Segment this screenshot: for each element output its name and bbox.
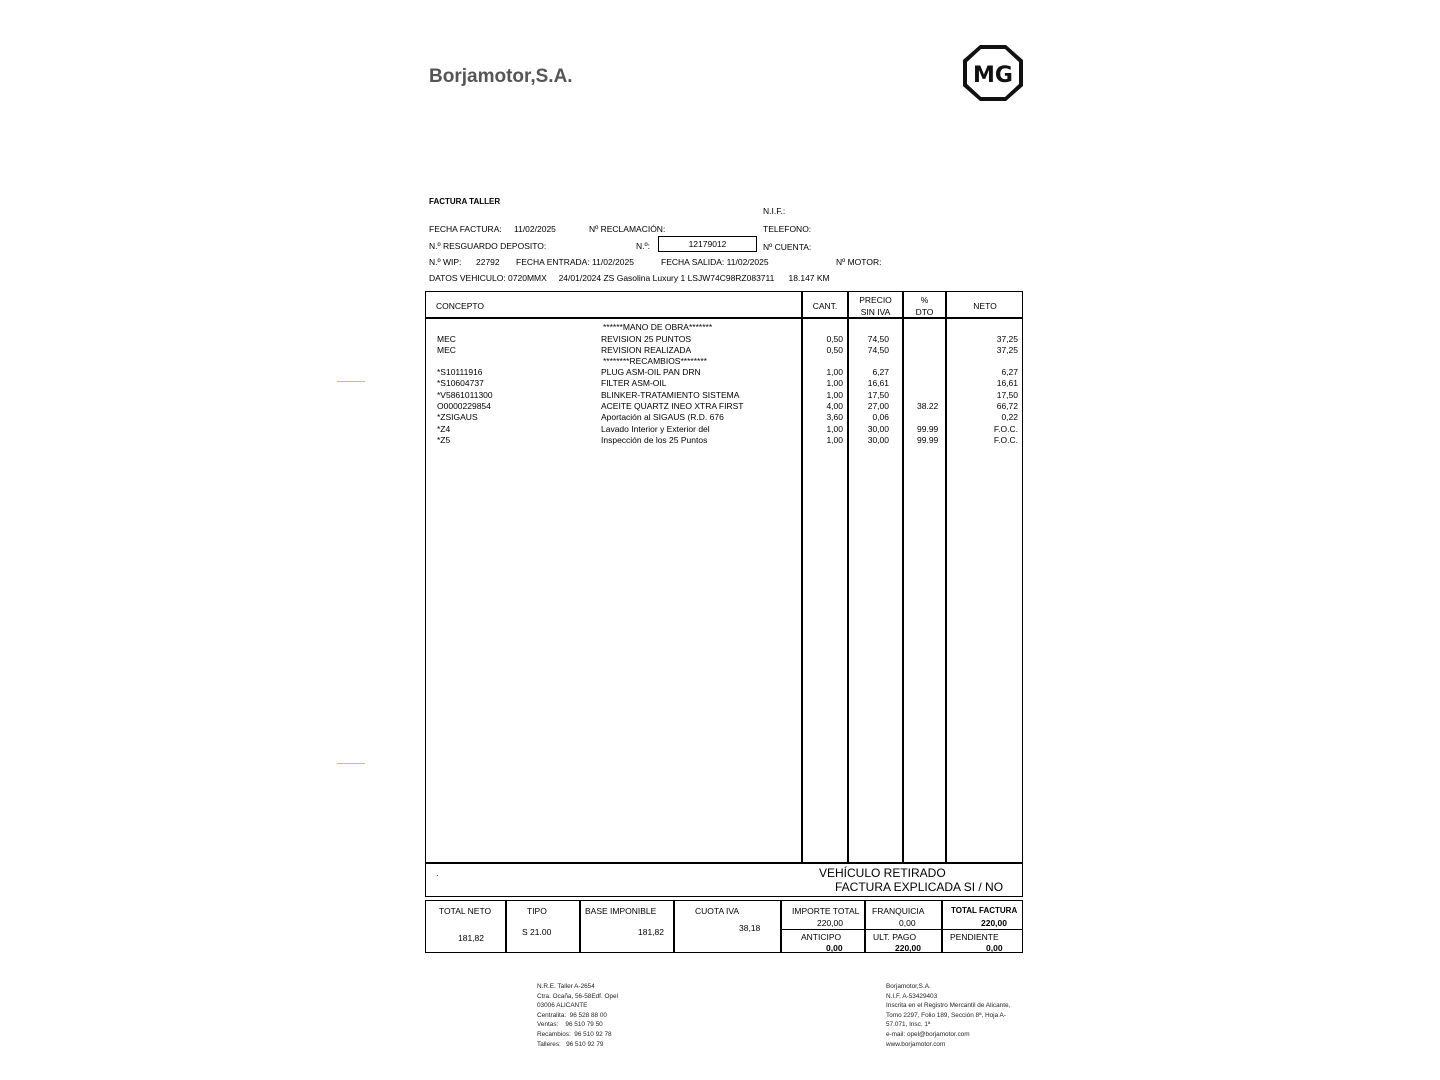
factura-explicada: FACTURA EXPLICADA SI / NO [835,880,1004,894]
row-precio: 74,50 [867,334,889,344]
th-concepto: CONCEPTO [436,301,485,311]
totals-divider [941,900,943,953]
totals-divider [673,900,675,953]
wip-value: 22792 [476,257,500,267]
total-factura-label: TOTAL FACTURA [951,906,1018,915]
totals-divider [505,900,507,953]
table-row [425,334,1023,345]
footer-right: Borjamotor,S.A. N.I.F. A-53429403 Inscrita en el Registro Mercantil de Alicante, Tomo 2297, Folio 189, Sección 8ª, Hoja A- 57.071, Insc. 1ª e-mail: opel@borjamotor.com www.borjamotor.com [886,983,1011,1048]
franquicia-label: FRANQUICIA [872,906,925,916]
n-label: N.º: [636,241,650,251]
th-precio-1: PRECIO [859,295,892,305]
resguardo-label: N.º RESGUARDO DEPOSITO: [429,241,547,251]
nif-label: N.I.F.: [763,206,786,216]
row-code: *Z4 [437,424,451,434]
mg-logo [962,44,1024,102]
row-desc: FILTER ASM-OIL [601,378,667,388]
pendiente-label: PENDIENTE [950,932,999,942]
th-cant: CANT. [812,301,838,311]
resguardo-number: 12179012 [658,236,757,252]
row-code: MEC [437,345,456,355]
importe-label: IMPORTE TOTAL [792,906,860,916]
totals-row-divider [780,929,1023,930]
row-precio: 6,27 [872,367,889,377]
datos-vehiculo: DATOS VEHICULO: 0720MMX 24/01/2024 ZS Gasolina Luxury 1 LSJW74C98RZ083711 18.147 KM [429,273,830,283]
table-row [425,435,1023,446]
franquicia: 0,00 [899,918,916,928]
row-cant: 3,60 [826,412,843,422]
cuota-label: CUOTA IVA [695,906,740,916]
row-neto: 17,50 [996,390,1018,400]
total-neto-label: TOTAL NETO [439,906,492,916]
anticipo-label: ANTICIPO [801,932,842,942]
row-cant: 1,00 [826,424,843,434]
row-cant: 1,00 [826,378,843,388]
base-label: BASE IMPONIBLE [585,906,657,916]
note-dot: . [436,868,439,878]
header-divider [425,317,1023,319]
table-row [425,367,1023,378]
table-row [425,401,1023,412]
cuenta-label: Nº CUENTA: [763,242,812,252]
th-neto: NETO [973,301,997,311]
row-precio: 74,50 [867,345,889,355]
row-dto: 38.22 [917,401,939,411]
th-dto-1: % [920,295,929,305]
row-precio: 27,00 [867,401,889,411]
logo-text: MG [973,63,1013,88]
section-mano-obra: ******MANO DE OBRA******* [603,322,713,332]
row-cant: 1,00 [826,435,843,445]
row-precio: 0,06 [872,412,889,422]
th-dto-2: DTO [915,307,934,317]
importe: 220,00 [817,918,843,928]
row-desc: ACEITE QUARTZ INEO XTRA FIRST [601,401,744,411]
row-neto: 37,25 [996,345,1018,355]
row-desc: Aportación al SIGAUS (R.D. 676 [601,412,724,422]
row-precio: 16,61 [867,378,889,388]
row-code: *V5861011300 [437,390,493,400]
table-row [425,390,1023,401]
row-cant: 0,50 [826,334,843,344]
row-code: *S10604737 [437,378,484,388]
row-neto: F.O.C. [993,435,1018,445]
row-desc: Inspección de los 25 Puntos [601,435,708,445]
company-name: Borjamotor,S.A. [429,66,573,87]
fold-mark [337,763,365,764]
fecha-salida: FECHA SALIDA: 11/02/2025 [661,257,769,267]
row-cant: 0,50 [826,345,843,355]
row-cant: 4,00 [826,401,843,411]
totals-divider [780,900,782,953]
row-desc: BLINKER-TRATAMIENTO SISTEMA [601,390,740,400]
th-precio-2: SIN IVA [860,307,891,317]
row-neto: 16,61 [996,378,1018,388]
wip-label: N.º WIP: [429,257,462,267]
row-neto: 6,27 [1001,367,1018,377]
fecha-entrada: FECHA ENTRADA: 11/02/2025 [516,257,634,267]
row-dto: 99.99 [917,435,939,445]
ult-pago: 220,00 [895,943,921,953]
ult-pago-label: ULT. PAGO [873,932,917,942]
row-neto: 0,22 [1001,412,1018,422]
row-code: *S10111916 [437,367,483,377]
telefono-label: TELEFONO: [763,224,812,234]
row-code: *Z5 [437,435,451,445]
anticipo: 0,00 [826,943,843,953]
notes-divider [425,862,1023,864]
row-code: O0000229854 [437,401,491,411]
row-neto: 66,72 [996,401,1018,411]
row-code: MEC [437,334,456,344]
table-row [425,345,1023,356]
row-desc: REVISION 25 PUNTOS [601,334,692,344]
row-desc: PLUG ASM-OIL PAN DRN [601,367,701,377]
doc-title: FACTURA TALLER [429,197,501,206]
pendiente: 0,00 [986,943,1003,953]
row-code: *ZSIGAUS [437,412,478,422]
row-cant: 1,00 [826,390,843,400]
tipo: S 21.00 [522,927,552,937]
table-row [425,412,1023,423]
table-row [425,378,1023,389]
cuota: 38,18 [739,923,761,933]
totals-divider [579,900,581,953]
row-dto: 99.99 [917,424,939,434]
row-neto: F.O.C. [993,424,1018,434]
row-precio: 17,50 [867,390,889,400]
total-neto: 181,82 [458,933,484,943]
total-factura: 220,00 [981,918,1007,928]
row-desc: Lavado Interior y Exterior del [601,424,710,434]
section-recambios: ********RECAMBIOS******** [603,356,707,366]
row-cant: 1,00 [826,367,843,377]
totals-divider [864,900,866,953]
row-neto: 37,25 [996,334,1018,344]
fecha-factura: 11/02/2025 [514,224,556,234]
fold-mark [337,381,365,382]
motor-label: Nº MOTOR: [836,257,882,267]
row-precio: 30,00 [867,424,889,434]
row-precio: 30,00 [867,435,889,445]
reclamacion-label: Nº RECLAMACIÓN: [589,224,666,234]
vehiculo-retirado: VEHÍCULO RETIRADO [819,866,946,880]
table-row [425,424,1023,435]
base: 181,82 [638,927,664,937]
fecha-factura-label: FECHA FACTURA: [429,224,502,234]
row-desc: REVISION REALIZADA [601,345,692,355]
footer-left: N.R.E. Taller A-2654 Ctra. Ocaña, 56-58Edf. Opel 03006 ALICANTE Centralita: 96 528 88 00 Ventas: 96 510 79 50 Recambios: 96 510 92 78 Talleres: 96 510 92 79 [537,983,618,1048]
tipo-label: TIPO [527,906,547,916]
